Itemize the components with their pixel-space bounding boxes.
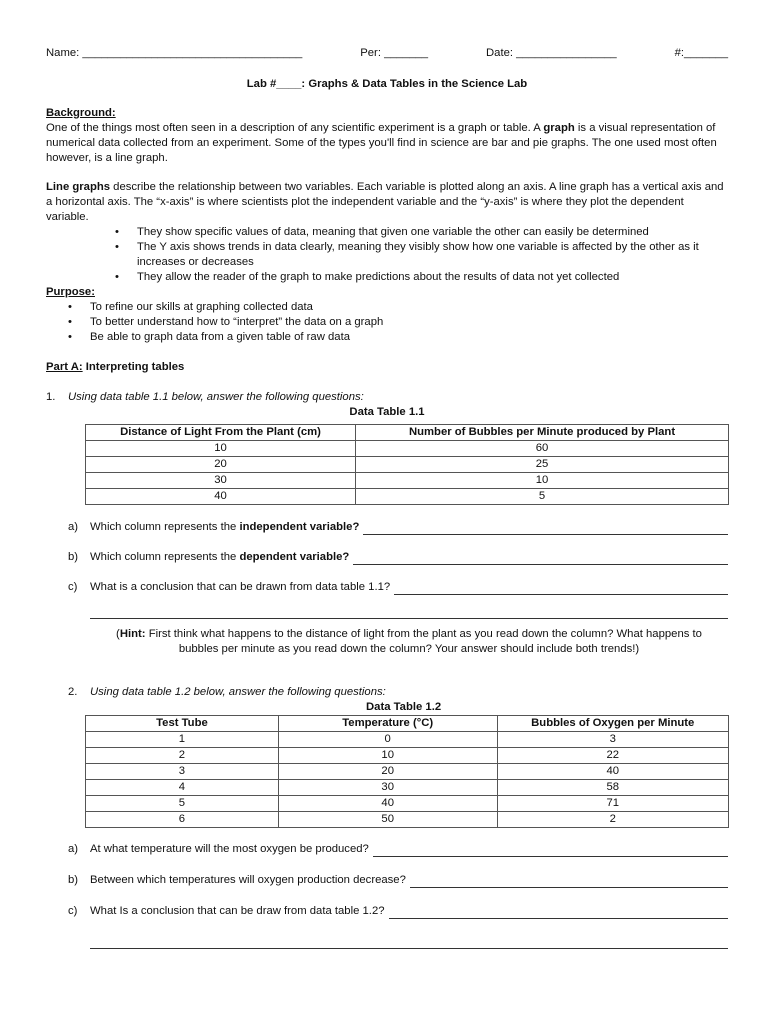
line-graph-paragraph: Line graphs describe the relationship between two variables. Each variable is plotted along an axis. A line graph has a vertical axis and a horizontal axis. The “x-axis” is where scientists plot the independent variable and the “y-axis” is where they plot the dependent variable.	[46, 181, 724, 223]
question-2: 2. Using data table 1.2 below, answer the following questions: Data Table 1.2 Test Tube Temperature (°C) Bubbles of Oxygen per Minute 1 0 3 2 10 22 3 20 40 4 30 58 5 40 71 6 50 2 a) At what temperature will the most oxygen be produced? b) Between which temperatures will oxygen production decrease? c) What Is a conclusion that can be draw from data table 1.2?	[46, 685, 728, 949]
purpose-section	[46, 285, 728, 345]
header-row	[46, 46, 728, 61]
answer-line[interactable]	[363, 522, 728, 535]
table-1-caption: Data Table 1.1	[349, 406, 425, 418]
table-row: 6 50 2	[86, 812, 729, 828]
table-header: Bubbles of Oxygen per Minute	[497, 716, 729, 732]
purpose-heading: Purpose:	[46, 286, 95, 298]
question-1c: c) What is a conclusion that can be drawn from data table 1.1?	[68, 580, 728, 595]
line-graph-bullets	[46, 225, 728, 285]
table-row: 2 10 22	[86, 748, 729, 764]
list-item: • They allow the reader of the graph to make predictions about the results of data not yet collected	[46, 270, 728, 285]
name-field[interactable]: Name: ___________________________________	[46, 47, 303, 59]
page-title: Lab #____: Graphs & Data Tables in the Science Lab	[246, 78, 528, 90]
question-2a: a) At what temperature will the most oxygen be produced?	[68, 842, 728, 857]
table-row: 30 10	[86, 473, 729, 489]
period-field[interactable]: Per: _______	[360, 47, 429, 59]
table-header: Number of Bubbles per Minute produced by Plant	[356, 425, 729, 441]
purpose-bullets	[46, 300, 728, 345]
answer-line[interactable]	[90, 617, 728, 619]
table-header: Temperature (°C)	[278, 716, 497, 732]
question-2c: c) What Is a conclusion that can be draw from data table 1.2?	[68, 904, 728, 919]
answer-line[interactable]	[373, 844, 728, 857]
answer-line[interactable]	[410, 875, 728, 888]
table-row: 4 30 58	[86, 780, 729, 796]
answer-line[interactable]	[90, 947, 728, 949]
answer-line[interactable]	[389, 906, 728, 919]
answer-line[interactable]	[353, 552, 728, 565]
background-heading: Background:	[46, 107, 116, 119]
list-item: • Be able to graph data from a given table of raw data	[46, 330, 728, 345]
question-1: 1. Using data table 1.1 below, answer the following questions: Data Table 1.1 Distance of Light From the Plant (cm) Number of Bubbles per Minute produced by Plant 10 60 20 25 30 10 40 5 a) Which column represents the independent variable? b) Which column represents the dependent variable? c) What is a conclusion that can be drawn from data table 1.1? (Hint: First think what happens to the distance of light from the plant as you read down the column? What happens to bubbles per minute as you read down the column? Your answer should include both trends!)	[46, 390, 728, 657]
table-row: 20 25	[86, 457, 729, 473]
table-header: Test Tube	[86, 716, 279, 732]
part-a-heading: Part A: Interpreting tables	[46, 361, 185, 373]
background-paragraph: One of the things most often seen in a description of any scientific experiment is a graph or table. A graph is a visual representation of numerical data collected from an experiment. Some of the types you'll find in science are bar and pie graphs. The one used most often however, is a line graph.	[46, 122, 717, 164]
answer-line[interactable]	[394, 582, 728, 595]
question-1a: a) Which column represents the independent variable?	[68, 520, 728, 535]
table-row: 3 20 40	[86, 764, 729, 780]
worksheet-page	[46, 46, 728, 949]
table-row: 1 0 3	[86, 732, 729, 748]
list-item: • To better understand how to “interpret” the data on a graph	[46, 315, 728, 330]
hint-text: (Hint: First think what happens to the distance of light from the plant as you read down the column? What happens to bubbles per minute as you read down the column? Your answer should include both trends!)	[116, 628, 702, 655]
date-field[interactable]: Date: ________________	[486, 47, 617, 59]
table-row: 10 60	[86, 441, 729, 457]
table-row: 40 5	[86, 489, 729, 505]
list-item: • The Y axis shows trends in data clearly, meaning they visibly show how one variable is affected by the other as it increases or decreases	[46, 240, 728, 270]
table-row: 5 40 71	[86, 796, 729, 812]
question-2b: b) Between which temperatures will oxygen production decrease?	[68, 873, 728, 888]
list-item: • They show specific values of data, meaning that given one variable the other can easily be determined	[46, 225, 728, 240]
background-section	[46, 106, 728, 285]
data-table-1-2	[85, 715, 729, 828]
question-1b: b) Which column represents the dependent variable?	[68, 550, 728, 565]
table-2-caption: Data Table 1.2	[366, 701, 442, 713]
table-header: Distance of Light From the Plant (cm)	[86, 425, 356, 441]
data-table-1-1	[85, 424, 729, 505]
number-field[interactable]: #:_______	[674, 47, 728, 59]
list-item: • To refine our skills at graphing collected data	[46, 300, 728, 315]
